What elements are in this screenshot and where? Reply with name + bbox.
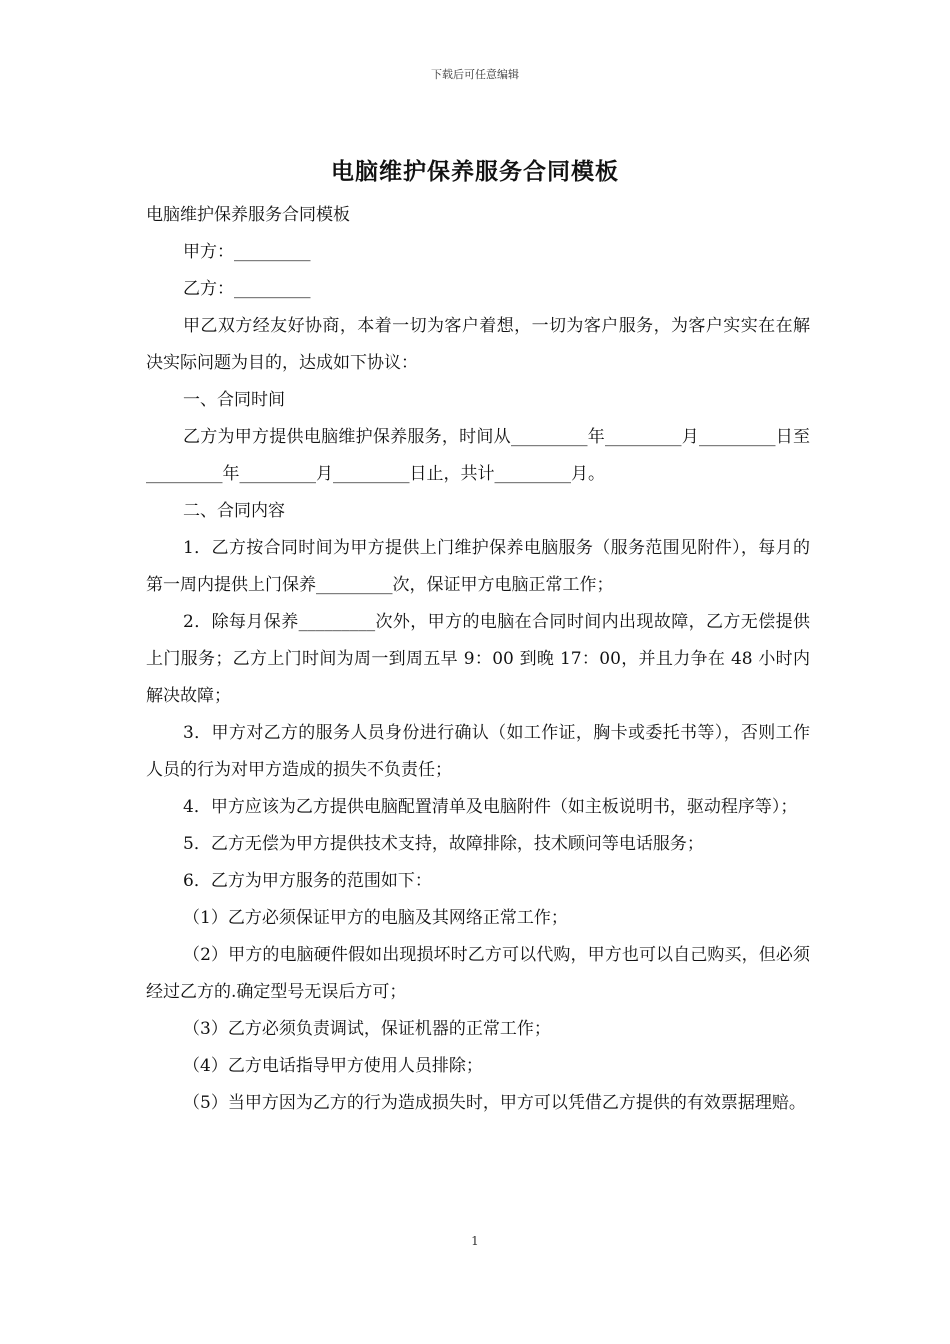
sub-clause-2: （2）甲方的电脑硬件假如出现损坏时乙方可以代购，甲方也可以自己购买，但必须经过乙方的.确定型号无误后方可； xyxy=(146,945,810,1002)
sub-clause-5: （5）当甲方因为乙方的行为造成损失时，甲方可以凭借乙方提供的有效票据理赔。 xyxy=(183,1093,806,1113)
subtitle-line: 电脑维护保养服务合同模板 xyxy=(146,205,350,225)
clause-4: 4．甲方应该为乙方提供电脑配置清单及电脑附件（如主板说明书，驱动程序等）； xyxy=(183,797,798,817)
page-number: 1 xyxy=(471,1234,479,1248)
sub-clause-1: （1）乙方必须保证甲方的电脑及其网络正常工作； xyxy=(183,908,568,928)
contract-period-paragraph: 乙方为甲方提供电脑维护保养服务，时间从_________年_________月_________日至_________年_________月_________日止，共计_________月。 xyxy=(146,427,810,484)
section-heading-2: 二、合同内容 xyxy=(183,501,285,521)
clause-3: 3．甲方对乙方的服务人员身份进行确认（如工作证，胸卡或委托书等），否则工作人员的行为对甲方造成的损失不负责任； xyxy=(146,723,810,780)
party-a-line: 甲方：_________ xyxy=(183,242,311,262)
clause-2: 2．除每月保养_________次外，甲方的电脑在合同时间内出现故障，乙方无偿提供上门服务；乙方上门时间为周一到周五早 9：00 到晚 17：00，并且力争在 48 小时内解决故障； xyxy=(146,612,810,706)
section-heading-1: 一、合同时间 xyxy=(183,390,285,410)
party-b-line: 乙方：_________ xyxy=(183,279,311,299)
document-title: 电脑维护保养服务合同模板 xyxy=(331,158,619,185)
sub-clause-4: （4）乙方电话指导甲方使用人员排除； xyxy=(183,1056,483,1076)
clause-5: 5．乙方无偿为甲方提供技术支持，故障排除，技术顾问等电话服务； xyxy=(183,834,704,854)
header-note: 下载后可任意编辑 xyxy=(431,68,519,81)
clause-6: 6．乙方为甲方服务的范围如下： xyxy=(183,871,432,891)
document-body xyxy=(146,197,810,1122)
clause-1: 1．乙方按合同时间为甲方提供上门维护保养电脑服务（服务范围见附件），每月的第一周内提供上门保养_________次，保证甲方电脑正常工作； xyxy=(146,538,810,595)
preamble-paragraph: 甲乙双方经友好协商，本着一切为客户着想，一切为客户服务，为客户实实在在解决实际问题为目的，达成如下协议： xyxy=(146,316,810,373)
sub-clause-3: （3）乙方必须负责调试，保证机器的正常工作； xyxy=(183,1019,551,1039)
